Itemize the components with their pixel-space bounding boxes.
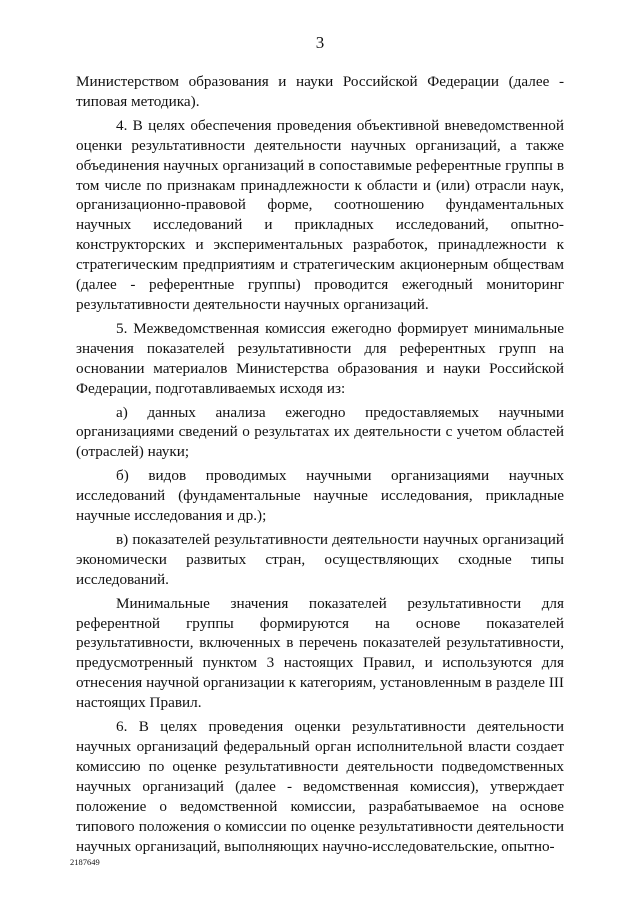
page-number: 3: [315, 33, 325, 52]
document-code: 2187649: [70, 857, 100, 867]
paragraph-item-4: 4. В целях обеспечения проведения объективной вневедомственной оценки результативности деятельности научных организаций, а также объединения научных организаций в сопоставимые референтные группы в том числе по признакам принадлежности к области и (или) отрасли наук, организационно-правовой форме, соотношению фундаментальных научных исследований и прикладных исследований, опытно-конструкторских и экспериментальных разработок, принадлежности к стратегическим предприятиям и стратегическим акционерным обществам (далее - референтные группы) проводится ежегодный мониторинг результативности деятельности научных организаций.: [76, 116, 564, 313]
paragraph-methodology-continuation: Министерством образования и науки Российской Федерации (далее - типовая методика).: [76, 73, 564, 110]
paragraph-item-5: 5. Межведомственная комиссия ежегодно формирует минимальные значения показателей результативности для референтных групп на основании материалов Министерства образования и науки Российской Федерации, подготавливаемых исходя из:: [76, 319, 564, 397]
paragraph-subitem-a: а) данных анализа ежегодно предоставляемых научными организациями сведений о результатах их деятельности с учетом областей (отраслей) науки;: [76, 403, 564, 461]
paragraph-subitem-v: в) показателей результативности деятельности научных организаций экономически развитых стран, осуществляющих сходные типы исследований.: [76, 530, 564, 588]
paragraph-subitem-b: б) видов проводимых научными организациями научных исследований (фундаментальные научные исследования, прикладные научные исследования и др.);: [76, 467, 564, 525]
paragraph-item-6: 6. В целях проведения оценки результативности деятельности научных организаций федеральный орган исполнительной власти создает комиссию по оценке результативности деятельности подведомственных научных организаций (далее - ведомственная комиссия), утверждает положение о ведомственной комиссии, разрабатываемое на основе типового положения о комиссии по оценке результативности деятельности научных организаций, выполняющих научно-исследовательские, опытно-: [76, 718, 564, 855]
paragraph-minimum-values: Минимальные значения показателей результативности для референтной группы формируются на основе показателей результативности, включенных в перечень показателей результативности, предусмотренный пунктом 3 настоящих Правил, и используются для отнесения научной организации к категориям, установленным в разделе III настоящих Правил.: [76, 594, 564, 712]
document-body: [76, 72, 564, 856]
